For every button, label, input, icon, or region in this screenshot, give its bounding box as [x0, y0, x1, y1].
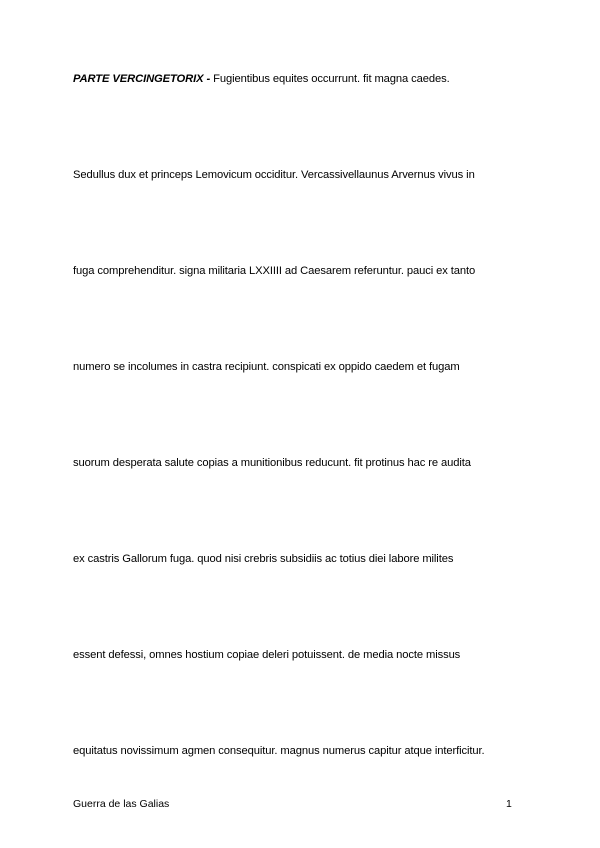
page-number: 1 — [506, 798, 512, 810]
text-line-6: ex castris Gallorum fuga. quod nisi crebris subsidiis ac totius diei labore milites — [73, 553, 454, 565]
text-line-1 — [73, 72, 450, 86]
text-line-8: equitatus novissimum agmen consequitur. magnus numerus capitur atque interficitur. — [73, 745, 485, 757]
text-line-2: Sedullus dux et princeps Lemovicum occiditur. Vercassivellaunus Arvernus vivus in — [73, 169, 475, 181]
text-line-7: essent defessi, omnes hostium copiae deleri potuissent. de media nocte missus — [73, 649, 461, 661]
text-line-1-content: Fugientibus equites occurrunt. fit magna caedes. — [210, 73, 450, 85]
section-heading: PARTE VERCINGETORIX - — [73, 73, 211, 85]
text-line-4: numero se incolumes in castra recipiunt. conspicati ex oppido caedem et fugam — [73, 361, 460, 373]
text-line-3: fuga comprehenditur. signa militaria LXXIIII ad Caesarem referuntur. pauci ex tanto — [73, 265, 476, 277]
footer-title: Guerra de las Galias — [73, 798, 170, 810]
text-line-5: suorum desperata salute copias a munitionibus reducunt. fit protinus hac re audita — [73, 457, 471, 469]
